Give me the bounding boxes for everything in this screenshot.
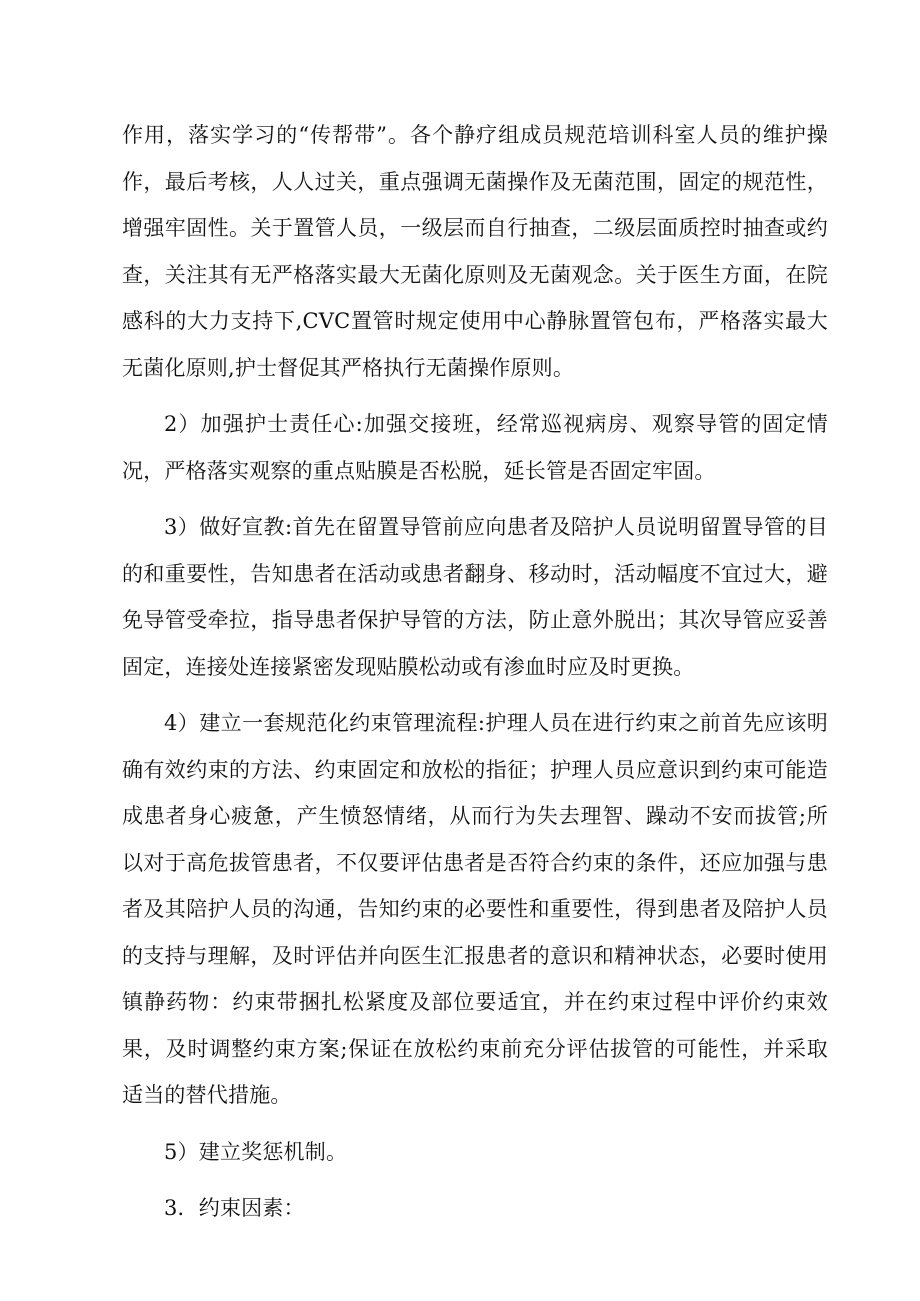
paragraph-item-2: 2）加强护士责任心:加强交接班，经常巡视病房、观察导管的固定情况，严格落实观察的重点贴膜是否松脱，延长管是否固定牢固。 [122, 412, 828, 483]
document-body [122, 112, 828, 1232]
section-heading: 3．约束因素： [164, 1196, 305, 1220]
paragraph-continuation: 作用，落实学习的“传帮带”。各个静疗组成员规范培训科室人员的维护操作，最后考核，人人过关，重点强调无菌操作及无菌范围，固定的规范性，增强牢固性。关于置管人员，一级层而自行抽查，二级层面质控时抽查或约查，关注其有无严格落实最大无菌化原则及无菌观念。关于医生方面，在院感科的大力支持下,CVC置管时规定使用中心静脉置管包布，严格落实最大无菌化原则,护士督促其严格执行无菌操作原则。 [122, 123, 828, 380]
paragraph-item-5: 5）建立奖惩机制。 [164, 1139, 348, 1164]
paragraph-item-3: 3）做好宣教:首先在留置导管前应向患者及陪护人员说明留置导管的目的和重要性，告知患者在活动或患者翻身、移动时，活动幅度不宜过大，避免导管受牵拉，指导患者保护导管的方法，防止意外脱出；其次导管应妥善固定，连接处连接紧密发现贴膜松动或有渗血时应及时更换。 [122, 515, 828, 679]
paragraph-item-4: 4）建立一套规范化约束管理流程:护理人员在进行约束之前首先应该明确有效约束的方法、约束固定和放松的指征；护理人员应意识到约束可能造成患者身心疲惫，产生愤怒情绪，从而行为失去理智、躁动不安而拔管;所以对于高危拔管患者，不仅要评估患者是否符合约束的条件，还应加强与患者及其陪护人员的沟通，告知约束的必要性和重要性，得到患者及陪护人员的支持与理解，及时评估并向医生汇报患者的意识和精神状态，必要时使用镇静药物：约束带捆扎松紧度及部位要适宜，并在约束过程中评价约束效果，及时调整约束方案;保证在放松约束前充分评估拔管的可能性，并采取适当的替代措施。 [122, 711, 828, 1107]
